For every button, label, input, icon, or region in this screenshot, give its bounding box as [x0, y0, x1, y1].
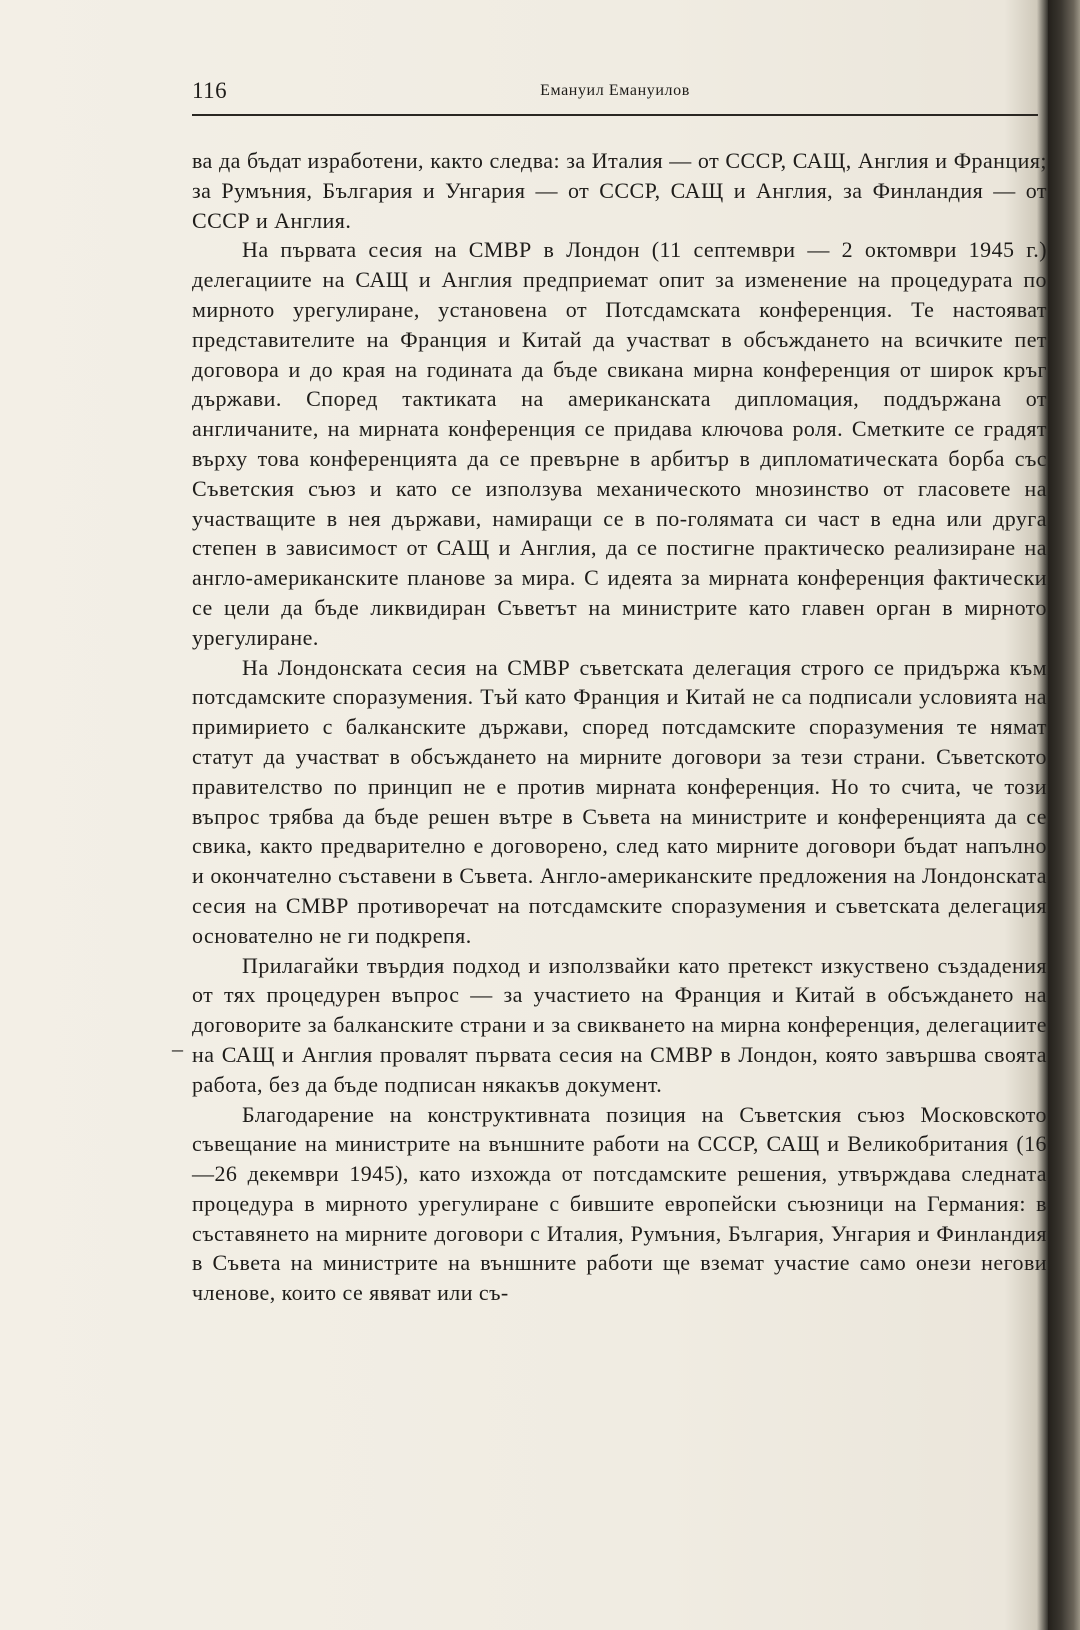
page-header: [192, 78, 1038, 116]
body-text: [192, 146, 1047, 1308]
paragraph-soviet-position: На Лондонската сесия на СМВР съветската делегация строго се придържа към потсдамските споразумения. Тъй като Франция и Китай не са подписали условията на примирието с балканските държави, според потсдамските споразумения те нямат статут да участват в обсъждането на мирните договори за тези страни. Съветското правителство по принцип не е против мирната конференция. Но то счита, че този въпрос трябва да бъде решен вътре в Съвета на министрите и конференцията да се свика, както предварително е договорено, след като мирните договори бъдат напълно и окончателно съставени в Съвета. Англо-американските предложения на Лондонската сесия на СМВР противоречат на потсдамските споразумения и съветската делегация основателно не ги подкрепя.: [192, 654, 1047, 948]
paragraph-session-failure: Прилагайки твърдия подход и използвайки като претекст изкуствено създадения от тях процедурен въпрос — за участието на Франция и Китай в обсъждането на договорите за балканските страни и за свикването на мирна конференция, делегациите на САЩ и Англия провалят първата сесия на СМВР в Лондон, която завършва своята работа, без да бъде подписан някакъв документ.: [192, 952, 1047, 1097]
running-head: Емануил Емануилов: [540, 82, 690, 99]
page-edge-shadow: [1048, 0, 1080, 1630]
paragraph-london-session: На първата сесия на СМВР в Лондон (11 септември — 2 октомври 1945 г.) делегациите на САЩ и Англия предприемат опит за изменение на процедурата по мирното урегулиране, установена от Потсдамската конференция. Те настояват представителите на Франция и Китай да участват в обсъждането на всичките пет договора и до края на годината да бъде свикана мирна конференция от широк кръг държави. Според тактиката на американската дипломация, поддържана от англичаните, на мирната конференция се придава ключова роля. Сметките се градят върху това конференцията да се превърне в арбитър в дипломатическата борба със Съветския съюз и като се използува механическото мнозинство от гласовете на участващите в нея държави, намиращи се в по-голямата си част в една или друга степен в зависимост от САЩ и Англия, да се постигне практическо реализиране на англо-американските планове за мира. С идеята за мирната конференция фактически се цели да бъде ликвидиран Съветът на министрите като главен орган в мирното урегулиране.: [192, 237, 1047, 650]
margin-mark: –: [172, 1036, 183, 1061]
paragraph-moscow-meeting: Благодарение на конструктивната позиция на Съветския съюз Московското съвещание на министрите на външните работи на СССР, САЩ и Великобритания (16—26 декември 1945), като изхождa от потсдамските решения, утвърждава следната процедура в мирното урегулиране с бившите европейски съюзници на Германия: в съставянето на мирните договори с Италия, Румъния, България, Унгария и Финландия в Съвета на министрите на външните работи ще вземат участие само онези негови членове, които се явяват или съ-: [192, 1101, 1047, 1306]
page-number: 116: [192, 78, 228, 103]
paragraph-continuation: ва да бъдат изработени, както следва: за Италия — от СССР, САЩ, Англия и Франция; за Румъния, България и Унгария — от СССР, САЩ и Англия, за Финландия — от СССР и Англия.: [192, 148, 1047, 233]
